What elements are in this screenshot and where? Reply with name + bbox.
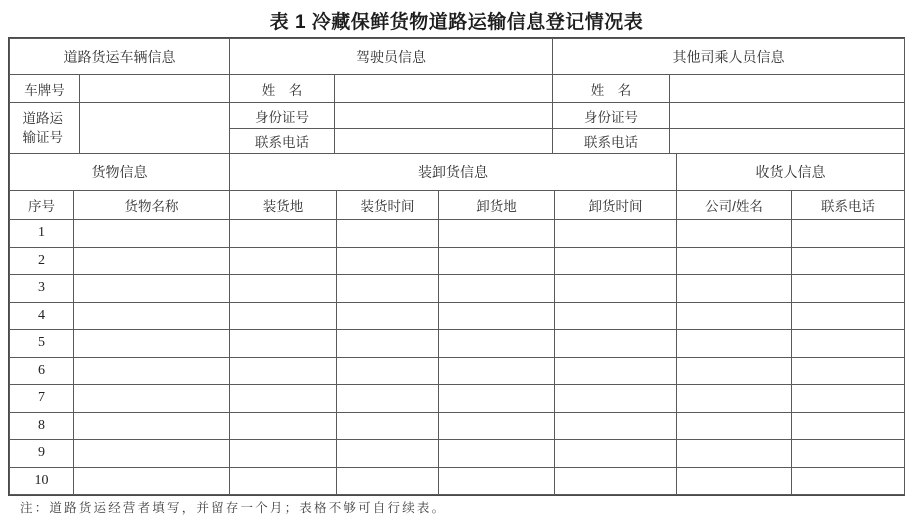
col-header-seq: 序号 [10, 191, 74, 220]
table-row [10, 385, 905, 413]
unloading-place-cell [439, 275, 555, 303]
table-row [10, 103, 905, 129]
row-number-cell: 1 [10, 220, 74, 248]
row-number-cell: 3 [10, 275, 74, 303]
company-name-cell [677, 275, 792, 303]
loading-time-cell [337, 302, 439, 330]
registration-table [8, 37, 905, 496]
loading-info-header: 装卸货信息 [230, 154, 677, 191]
company-name-cell [677, 330, 792, 358]
crew-name-value-cell [670, 75, 905, 103]
crew-id-label: 身份证号 [553, 103, 670, 129]
loading-place-cell [230, 467, 337, 495]
company-name-cell [677, 357, 792, 385]
goods-name-cell [74, 275, 230, 303]
unloading-place-cell [439, 302, 555, 330]
col-header-unloading-time: 卸货时间 [555, 191, 677, 220]
unloading-place-cell [439, 385, 555, 413]
unloading-time-cell [555, 357, 677, 385]
loading-place-cell [230, 330, 337, 358]
col-header-phone: 联系电话 [792, 191, 905, 220]
crew-phone-label: 联系电话 [553, 129, 670, 154]
company-name-cell [677, 467, 792, 495]
company-name-cell [677, 440, 792, 468]
goods-name-cell [74, 220, 230, 248]
transport-cert-label [10, 103, 80, 154]
consignee-info-header: 收货人信息 [677, 154, 905, 191]
loading-time-cell [337, 357, 439, 385]
row-number-cell: 4 [10, 302, 74, 330]
crew-name-label: 姓 名 [553, 75, 670, 103]
driver-id-label: 身份证号 [230, 103, 335, 129]
phone-cell [792, 440, 905, 468]
footnote: 注：道路货运经营者填写，并留存一个月；表格不够可自行续表。 [20, 500, 447, 515]
plate-number-value-cell [80, 75, 230, 103]
transport-cert-label-text: 道路运输证号 [22, 111, 63, 145]
table-row [10, 357, 905, 385]
loading-time-cell [337, 440, 439, 468]
loading-place-cell [230, 275, 337, 303]
goods-info-header: 货物信息 [10, 154, 230, 191]
unloading-time-cell [555, 440, 677, 468]
goods-name-cell [74, 247, 230, 275]
table-row [10, 440, 905, 468]
goods-name-cell [74, 385, 230, 413]
table-row [10, 247, 905, 275]
company-name-cell [677, 247, 792, 275]
phone-cell [792, 330, 905, 358]
loading-time-cell [337, 412, 439, 440]
driver-info-header: 驾驶员信息 [230, 39, 553, 75]
goods-name-cell [74, 412, 230, 440]
unloading-time-cell [555, 467, 677, 495]
info-band-row [10, 39, 905, 75]
row-number-cell: 6 [10, 357, 74, 385]
other-crew-info-header: 其他司乘人员信息 [553, 39, 905, 75]
unloading-time-cell [555, 412, 677, 440]
phone-cell [792, 220, 905, 248]
unloading-time-cell [555, 302, 677, 330]
col-header-company-name: 公司/姓名 [677, 191, 792, 220]
unloading-place-cell [439, 467, 555, 495]
driver-name-label: 姓 名 [230, 75, 335, 103]
info-section-table [9, 38, 905, 154]
loading-place-cell [230, 357, 337, 385]
company-name-cell [677, 385, 792, 413]
unloading-place-cell [439, 357, 555, 385]
col-header-goods-name: 货物名称 [74, 191, 230, 220]
phone-cell [792, 467, 905, 495]
row-number-cell: 8 [10, 412, 74, 440]
row-number-cell: 10 [10, 467, 74, 495]
unloading-place-cell [439, 330, 555, 358]
vehicle-info-header: 道路货运车辆信息 [10, 39, 230, 75]
loading-time-cell [337, 220, 439, 248]
loading-time-cell [337, 467, 439, 495]
company-name-cell [677, 220, 792, 248]
page-title: 表 1 冷藏保鲜货物道路运输信息登记情况表 [269, 12, 644, 33]
table-row [10, 467, 905, 495]
crew-id-value-cell [670, 103, 905, 129]
table-row [10, 220, 905, 248]
driver-phone-label: 联系电话 [230, 129, 335, 154]
row-number-cell: 7 [10, 385, 74, 413]
col-header-loading-place: 装货地 [230, 191, 337, 220]
loading-place-cell [230, 385, 337, 413]
phone-cell [792, 247, 905, 275]
table-row [10, 330, 905, 358]
col-header-unloading-place: 卸货地 [439, 191, 555, 220]
table-row [10, 302, 905, 330]
driver-phone-value-cell [335, 129, 553, 154]
goods-band-row [10, 154, 905, 191]
col-header-loading-time: 装货时间 [337, 191, 439, 220]
transport-cert-value-cell [80, 103, 230, 154]
phone-cell [792, 385, 905, 413]
loading-place-cell [230, 220, 337, 248]
goods-name-cell [74, 467, 230, 495]
company-name-cell [677, 412, 792, 440]
company-name-cell [677, 302, 792, 330]
loading-place-cell [230, 247, 337, 275]
goods-name-cell [74, 357, 230, 385]
goods-name-cell [74, 302, 230, 330]
driver-name-value-cell [335, 75, 553, 103]
unloading-time-cell [555, 385, 677, 413]
loading-time-cell [337, 330, 439, 358]
phone-cell [792, 357, 905, 385]
table-row [10, 75, 905, 103]
phone-cell [792, 275, 905, 303]
phone-cell [792, 302, 905, 330]
loading-time-cell [337, 247, 439, 275]
row-number-cell: 5 [10, 330, 74, 358]
plate-number-label: 车牌号 [10, 75, 80, 103]
row-number-cell: 2 [10, 247, 74, 275]
unloading-time-cell [555, 275, 677, 303]
loading-time-cell [337, 385, 439, 413]
unloading-time-cell [555, 247, 677, 275]
unloading-time-cell [555, 330, 677, 358]
crew-phone-value-cell [670, 129, 905, 154]
table-row [10, 275, 905, 303]
driver-id-value-cell [335, 103, 553, 129]
unloading-place-cell [439, 440, 555, 468]
goods-name-cell [74, 440, 230, 468]
unloading-place-cell [439, 220, 555, 248]
loading-place-cell [230, 412, 337, 440]
loading-place-cell [230, 302, 337, 330]
unloading-time-cell [555, 220, 677, 248]
loading-place-cell [230, 440, 337, 468]
loading-time-cell [337, 275, 439, 303]
goods-name-cell [74, 330, 230, 358]
goods-section-table [9, 153, 905, 495]
unloading-place-cell [439, 412, 555, 440]
row-number-cell: 9 [10, 440, 74, 468]
table-row [10, 412, 905, 440]
column-header-row [10, 191, 905, 220]
phone-cell [792, 412, 905, 440]
unloading-place-cell [439, 247, 555, 275]
